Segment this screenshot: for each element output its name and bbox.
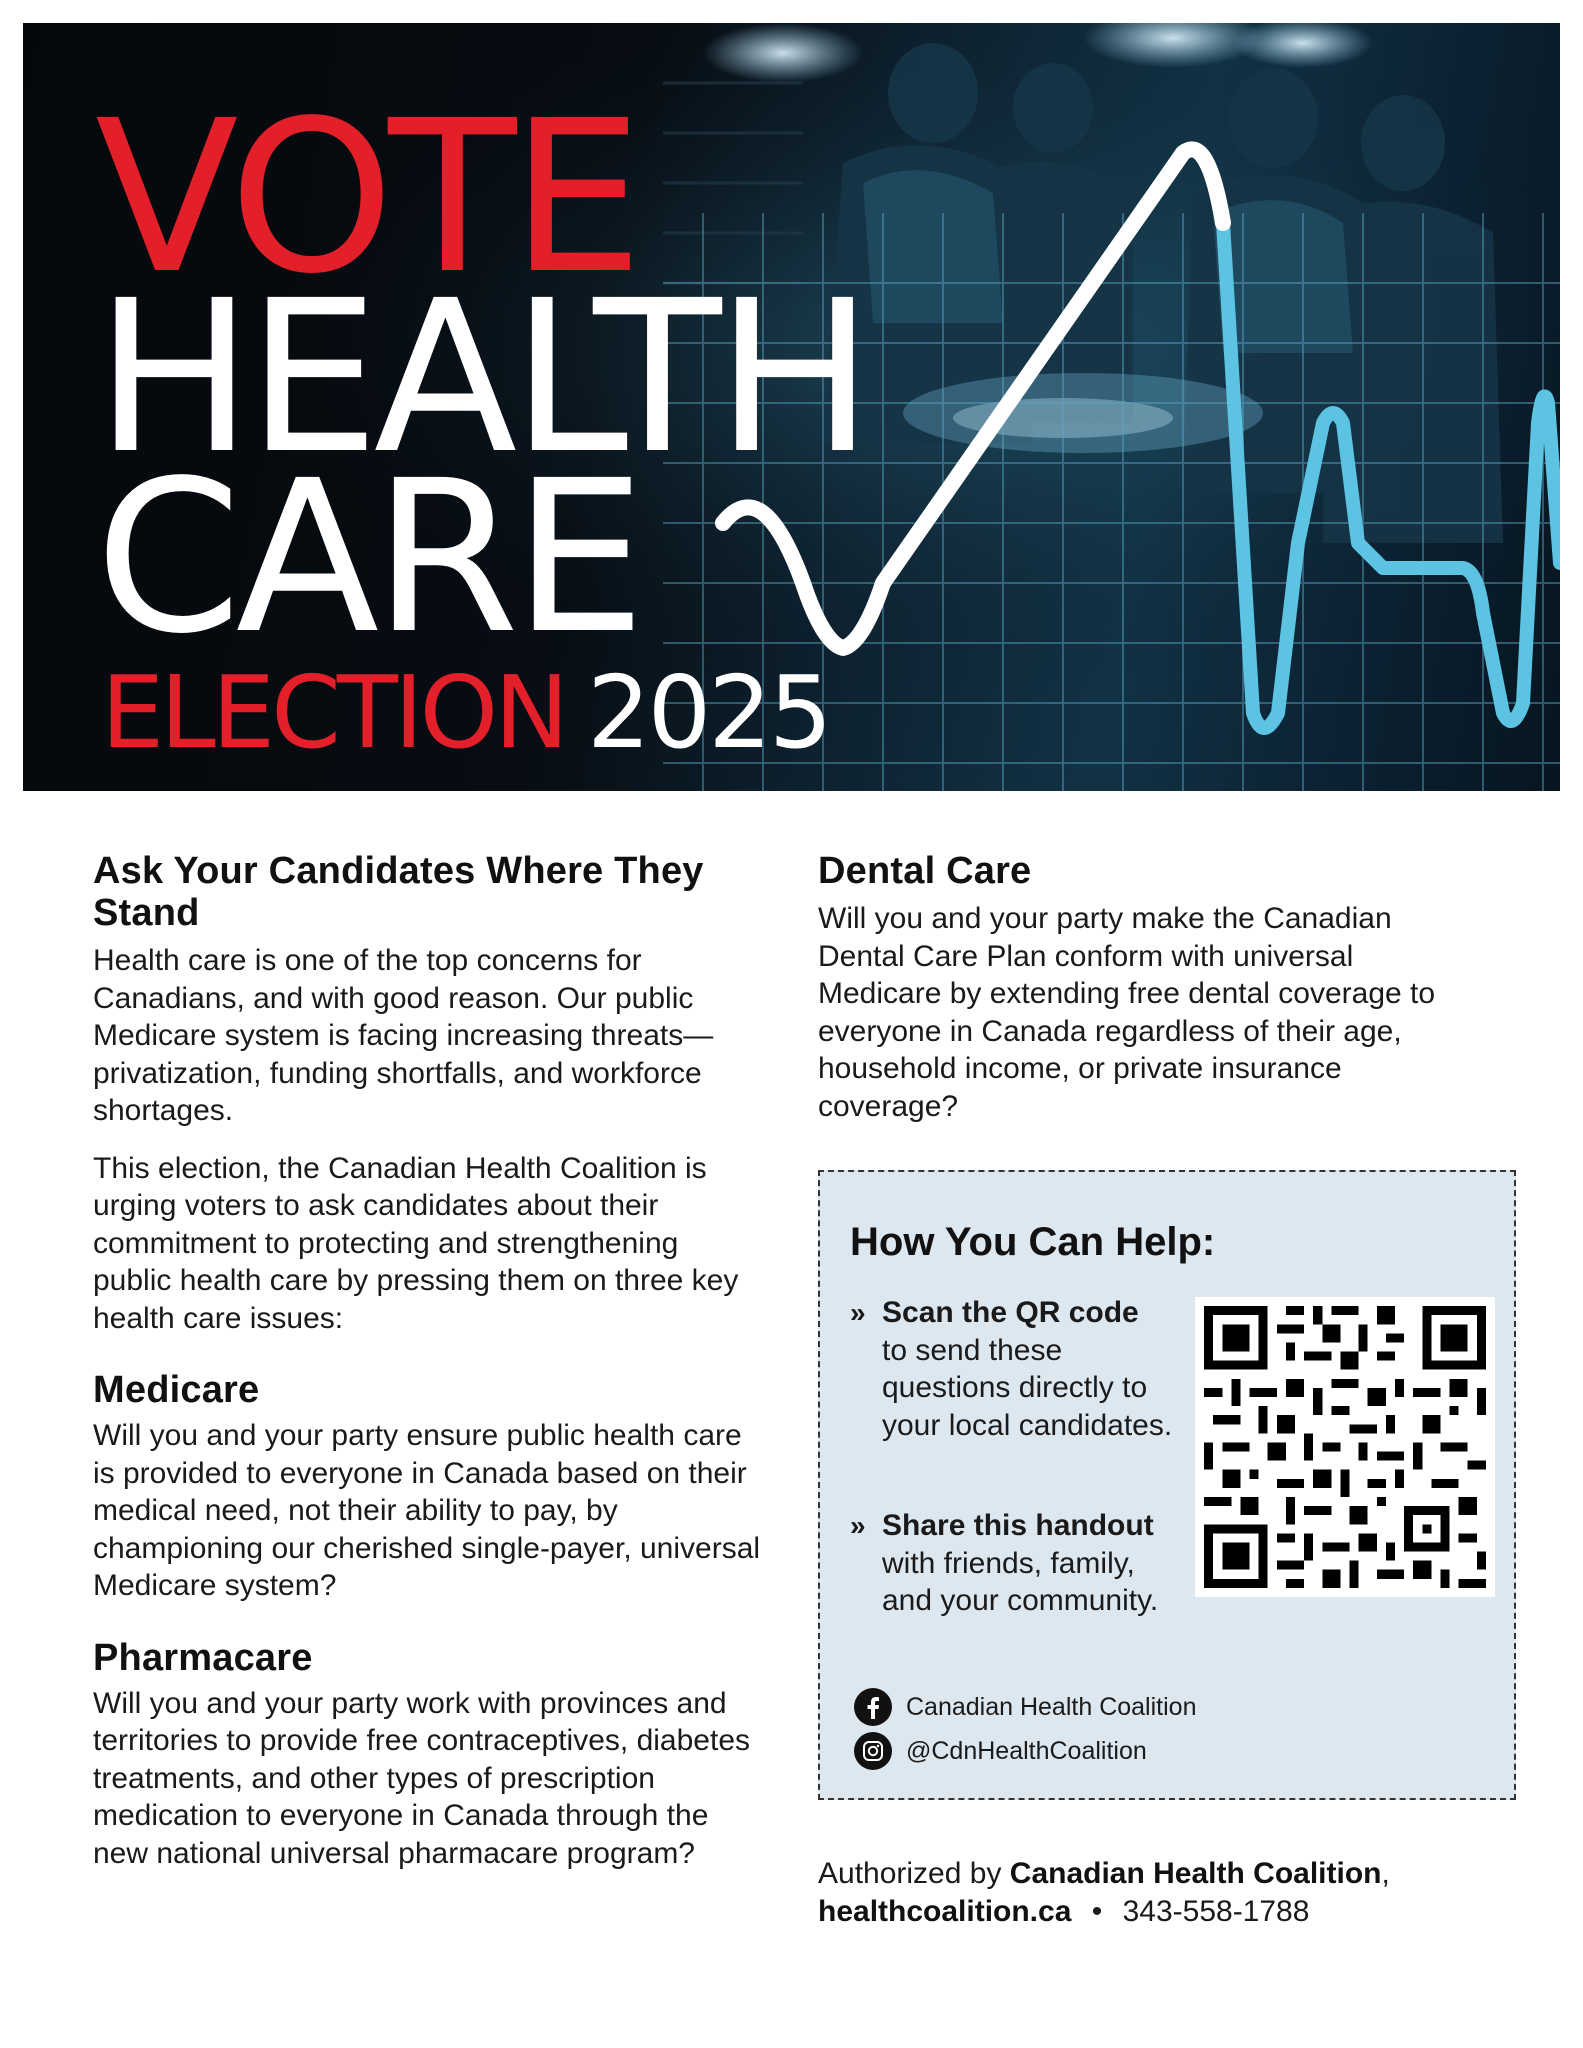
left-column [93, 850, 763, 1872]
facebook-link[interactable] [854, 1687, 1196, 1727]
medicare-heading: Medicare [93, 1369, 260, 1411]
help-item-share-bold: Share this handout [882, 1509, 1154, 1542]
footer-separator: • [1091, 1895, 1103, 1928]
help-title: How You Can Help: [850, 1220, 1216, 1264]
intro-paragraph-2: This election, the Canadian Health Coalition is urging voters to ask candidates about their commitment to protecting and strengthening public health care by pressing them on three key health care issues: [93, 1151, 739, 1335]
instagram-icon [854, 1732, 892, 1770]
intro-heading: Ask Your Candidates Where They Stand [93, 850, 704, 934]
intro-paragraph-1: Health care is one of the top concerns for Canadians, and with good reason. Our public Medicare system is facing increasing threats—privatization, funding shortfalls, and workforce shortages. [93, 944, 714, 1127]
bullet-icon: » [850, 1297, 866, 1328]
how-you-can-help-box [818, 1170, 1516, 1800]
election-year-line [101, 654, 830, 771]
authorized-prefix: Authorized by [818, 1857, 1010, 1890]
authorized-org: Canadian Health Coalition [1009, 1857, 1382, 1890]
headline-health: HEALTH [95, 255, 868, 500]
dental-question: Will you and your party make the Canadian Dental Care Plan conform with universal Medicare by extending free dental coverage to everyone in Canada regardless of their age, household income, or private insurance coverage? [818, 902, 1436, 1123]
facebook-icon [854, 1688, 892, 1726]
election-year: 2025 [587, 654, 830, 771]
help-item-share-text: with friends, family, and your community. [882, 1546, 1159, 1617]
facebook-label: Canadian Health Coalition [906, 1692, 1197, 1721]
pharmacare-question: Will you and your party work with provinces and territories to provide free contraceptives, diabetes treatments, and other types of prescription medication to everyone in Canada through the new national universal pharmacare program? [93, 1686, 750, 1870]
headline-vote: VOTE [95, 75, 638, 320]
bullet-icon: » [850, 1510, 866, 1541]
pharmacare-heading: Pharmacare [93, 1636, 313, 1679]
headline [95, 75, 868, 680]
help-item-scan-bold: Scan the QR code [882, 1296, 1139, 1329]
election-label: ELECTION [101, 654, 565, 771]
medicare-question: Will you and your party ensure public health care is provided to everyone in Canada based on their medical need, not their ability to pay, by championing our cherished single-payer, universal Medicare system? [93, 1419, 761, 1602]
dental-heading: Dental Care [818, 850, 1032, 892]
help-item-share [850, 1507, 1180, 1620]
authorized-by [818, 1855, 1390, 1931]
right-column [818, 850, 1518, 1125]
help-item-scan [850, 1294, 1180, 1444]
instagram-link[interactable] [854, 1731, 1147, 1771]
qr-code[interactable] [1195, 1297, 1495, 1597]
phone-number[interactable]: 343-558-1788 [1122, 1895, 1310, 1928]
help-item-scan-text: to send these questions directly to your local candidates. [882, 1333, 1173, 1442]
authorized-comma: , [1381, 1857, 1390, 1890]
hero-banner [23, 23, 1560, 791]
instagram-label: @CdnHealthCoalition [906, 1736, 1147, 1765]
website-link[interactable]: healthcoalition.ca [818, 1895, 1072, 1928]
headline-care: CARE [95, 435, 640, 680]
